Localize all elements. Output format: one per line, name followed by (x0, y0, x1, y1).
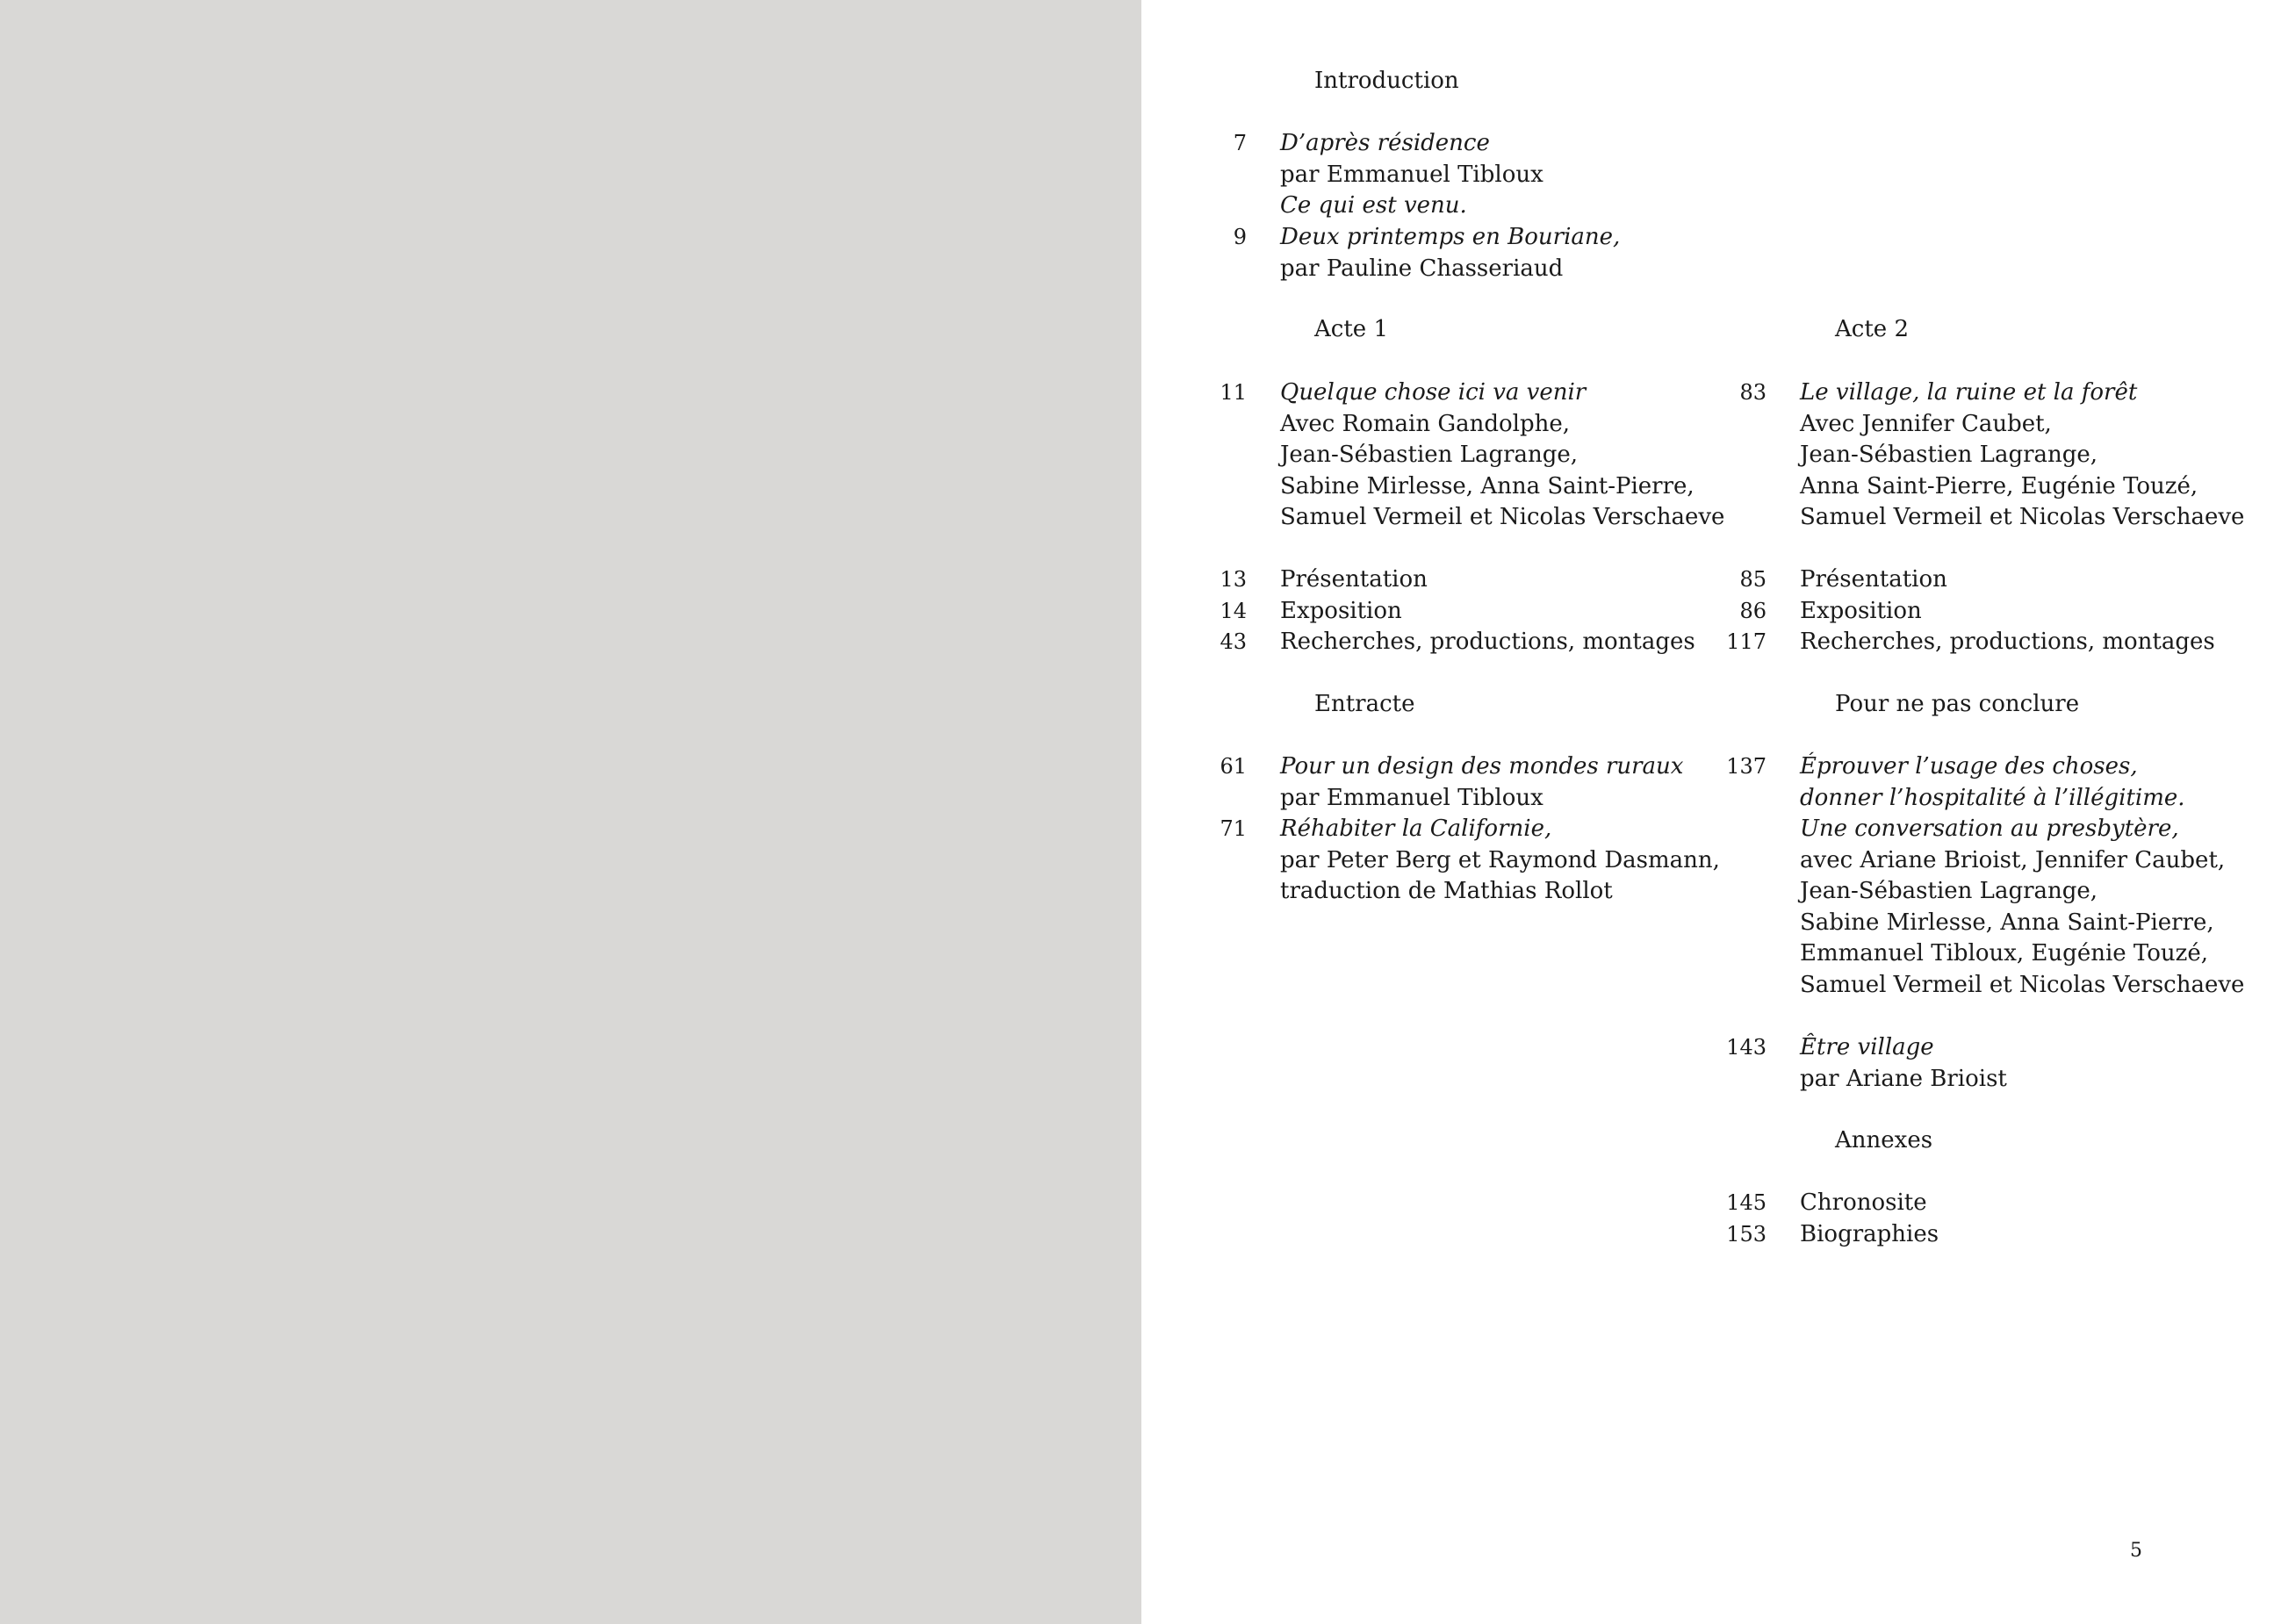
toc-entry-line: par Peter Berg et Raymond Dasmann, (1280, 846, 1720, 873)
toc-entry-line: par Emmanuel Tibloux (1280, 161, 1543, 188)
section-heading-acte2: Acte 2 (1835, 316, 1909, 342)
toc-entry-line: Sabine Mirlesse, Anna Saint-Pierre, (1280, 472, 1695, 499)
section-heading-acte1: Acte 1 (1314, 316, 1388, 342)
toc-entry (1280, 814, 1772, 908)
toc-entry-title: Réhabiter la Californie, (1280, 816, 1552, 842)
toc-entry-line: Anna Saint-Pierre, Eugénie Touzé, (1800, 472, 2198, 499)
toc-entry (1280, 596, 1772, 628)
toc-page-number: 137 (1726, 754, 1767, 779)
toc-entry-line: par Ariane Brioist (1800, 1065, 2007, 1092)
toc-entry (1800, 751, 2281, 1001)
toc-entry-line: avec Ariane Brioist, Jennifer Caubet, (1800, 846, 2226, 873)
toc-entry-title: Éprouver l’usage des choses, (1800, 753, 2138, 780)
toc-entry (1800, 1032, 2281, 1095)
toc-entry-line: traduction de Mathias Rollot (1280, 878, 1613, 904)
toc-entry-line: Chronosite (1800, 1189, 1927, 1216)
toc-page-number: 13 (1220, 567, 1247, 592)
toc-entry-line: Jean-Sébastien Lagrange, (1280, 442, 1579, 468)
toc-entry-line: Sabine Mirlesse, Anna Saint-Pierre, (1800, 909, 2214, 936)
toc-entry-title: D’après résidence (1280, 130, 1490, 156)
toc-entry-line: Samuel Vermeil et Nicolas Verschaeve (1800, 971, 2245, 998)
toc-entry-title: Le village, la ruine et la forêt (1800, 379, 2138, 406)
toc-entry (1800, 377, 2281, 534)
toc-entry-line: Emmanuel Tibloux, Eugénie Touzé, (1800, 940, 2208, 966)
section-heading-conclure: Pour ne pas conclure (1835, 691, 2080, 717)
section-heading-annexes: Annexes (1835, 1127, 1933, 1153)
toc-page-number: 143 (1726, 1035, 1767, 1060)
page-number: 5 (2130, 1540, 2142, 1562)
toc-entry-line: Samuel Vermeil et Nicolas Verschaeve (1800, 504, 2245, 530)
toc-page-number: 85 (1739, 567, 1767, 592)
toc-page-number: 71 (1220, 816, 1247, 841)
toc-page-number: 153 (1726, 1222, 1767, 1247)
toc-page-number: 61 (1220, 754, 1247, 779)
toc-page-number: 9 (1233, 225, 1247, 249)
toc-entry (1280, 128, 1772, 222)
toc-entry-line: Biographies (1800, 1221, 1939, 1247)
toc-entry-line: Présentation (1800, 566, 1947, 593)
toc-entry-title: Être village (1800, 1034, 1934, 1060)
toc-entry (1280, 377, 1772, 534)
toc-entry-line: Jean-Sébastien Lagrange, (1800, 878, 2098, 904)
toc-page-number: 11 (1220, 380, 1247, 405)
toc-entry (1280, 222, 1772, 284)
toc-entry-line: Exposition (1280, 598, 1402, 624)
toc-entry-line: Recherches, productions, montages (1280, 629, 1695, 655)
toc-entry (1280, 627, 1772, 658)
toc-entry-line: par Pauline Chasseriaud (1280, 255, 1564, 282)
toc-entry-line: Présentation (1280, 566, 1428, 593)
section-heading-intro: Introduction (1314, 68, 1459, 94)
toc-entry (1800, 564, 2281, 596)
toc-entry-title: Pour un design des mondes ruraux (1280, 753, 1684, 780)
toc-page-number: 86 (1739, 599, 1767, 623)
toc-page-number: 83 (1739, 380, 1767, 405)
toc-entry-line: Recherches, productions, montages (1800, 629, 2215, 655)
toc-page-number: 43 (1220, 629, 1247, 654)
toc-page-number: 145 (1726, 1190, 1767, 1215)
toc-entry-line: Avec Romain Gandolphe, (1280, 410, 1571, 437)
toc-page-number: 7 (1233, 131, 1247, 155)
toc-entry-line: Avec Jennifer Caubet, (1800, 410, 2052, 437)
toc-entry-line: Jean-Sébastien Lagrange, (1800, 442, 2098, 468)
toc-entry-line: Exposition (1800, 598, 1922, 624)
toc-entry (1800, 596, 2281, 628)
section-heading-entracte: Entracte (1314, 691, 1415, 717)
toc-entry-line: par Emmanuel Tibloux (1280, 784, 1543, 811)
toc-entry-title: Une conversation au presbytère, (1800, 816, 2179, 842)
toc-entry (1280, 751, 1772, 814)
toc-entry (1800, 627, 2281, 658)
toc-entry (1280, 564, 1772, 596)
toc-entry-title: Quelque chose ici va venir (1280, 379, 1587, 406)
toc-entry-title: donner l’hospitalité à l’illégitime. (1800, 784, 2185, 811)
toc-entry-line: Samuel Vermeil et Nicolas Verschaeve (1280, 504, 1725, 530)
toc-entry (1800, 1188, 2281, 1219)
toc-entry-title: Ce qui est venu. (1280, 192, 1467, 219)
toc-page-number: 117 (1726, 629, 1767, 654)
toc-entry (1800, 1219, 2281, 1251)
toc-entry-title: Deux printemps en Bouriane, (1280, 224, 1621, 250)
toc-page-number: 14 (1220, 599, 1247, 623)
